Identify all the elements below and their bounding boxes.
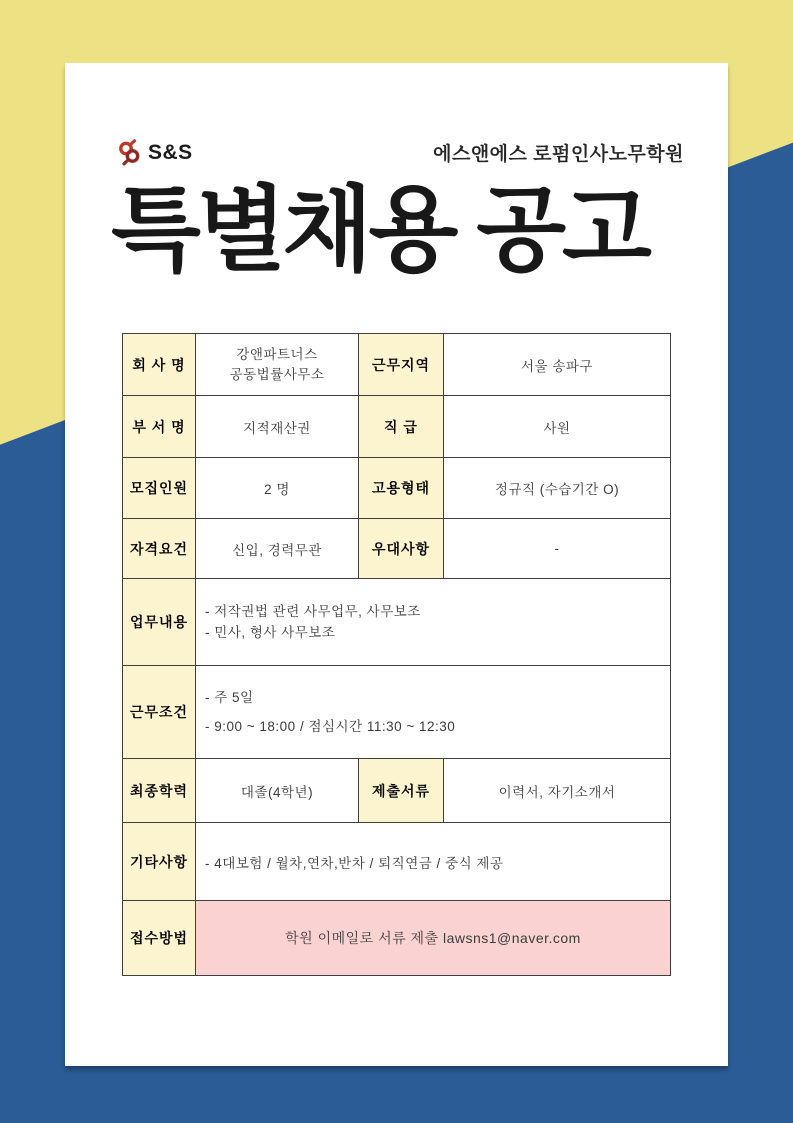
row-value-position: 사원 (444, 396, 671, 458)
duties-line2: - 민사, 형사 사무보조 (205, 625, 336, 640)
row-value-location: 서울 송파구 (444, 334, 671, 396)
table-row (123, 759, 671, 823)
table-row (123, 823, 671, 901)
row-label-headcount: 모집인원 (123, 458, 196, 519)
table-row (123, 666, 671, 759)
row-value-documents: 이력서, 자기소개서 (444, 759, 671, 823)
row-label-employment-type: 고용형태 (359, 458, 444, 519)
logo-text: S&S (148, 140, 193, 164)
row-value-application: 학원 이메일로 서류 제출 lawsns1@naver.com (196, 901, 671, 976)
row-value-company (196, 334, 359, 396)
row-label-duties: 업무내용 (123, 579, 196, 666)
etc-line1: - 4대보험 / 월차,연차,반차 / 퇴직연금 / 중식 제공 (205, 855, 504, 871)
row-value-etc (196, 823, 671, 901)
row-label-education: 최종학력 (123, 759, 196, 823)
row-label-etc: 기타사항 (123, 823, 196, 901)
row-label-qualifications: 자격요건 (123, 519, 196, 579)
row-label-position: 직 급 (359, 396, 444, 458)
row-value-qualifications: 신입, 경력무관 (196, 519, 359, 579)
row-label-work-conditions: 근무조건 (123, 666, 196, 759)
brand-row (117, 139, 684, 166)
row-value-department: 지적재산권 (196, 396, 359, 458)
job-table (122, 333, 671, 976)
conditions-line2: - 9:00 ~ 18:00 / 점심시간 11:30 ~ 12:30 (205, 719, 456, 734)
table-row (123, 396, 671, 458)
row-label-application: 접수방법 (123, 901, 196, 976)
company-logo (117, 139, 193, 166)
poster-card (65, 63, 728, 1066)
row-label-location: 근무지역 (359, 334, 444, 396)
company-name-line2: 공동법률사무소 (229, 366, 325, 382)
table-row (123, 519, 671, 579)
job-table-wrap (122, 333, 670, 976)
table-row (123, 901, 671, 976)
row-label-documents: 제출서류 (359, 759, 444, 823)
row-value-preferred: - (444, 519, 671, 579)
knot-logo-icon (117, 139, 142, 166)
row-value-duties (196, 579, 671, 666)
row-label-department: 부 서 명 (123, 396, 196, 458)
poster-title: 특별채용 공고 (111, 178, 648, 282)
row-value-headcount: 2 명 (196, 458, 359, 519)
row-label-preferred: 우대사항 (359, 519, 444, 579)
company-name-line1: 강앤파트너스 (236, 346, 318, 362)
row-value-education: 대졸(4학년) (196, 759, 359, 823)
duties-line1: - 저작권법 관련 사무업무, 사무보조 (205, 604, 421, 619)
row-value-employment-type: 정규직 (수습기간 O) (444, 458, 671, 519)
row-label-company: 회 사 명 (123, 334, 196, 396)
conditions-line1: - 주 5일 (205, 690, 254, 705)
table-row (123, 579, 671, 666)
table-row (123, 334, 671, 396)
table-row (123, 458, 671, 519)
row-value-work-conditions (196, 666, 671, 759)
academy-name: 에스앤에스 로펌인사노무학원 (433, 144, 684, 165)
